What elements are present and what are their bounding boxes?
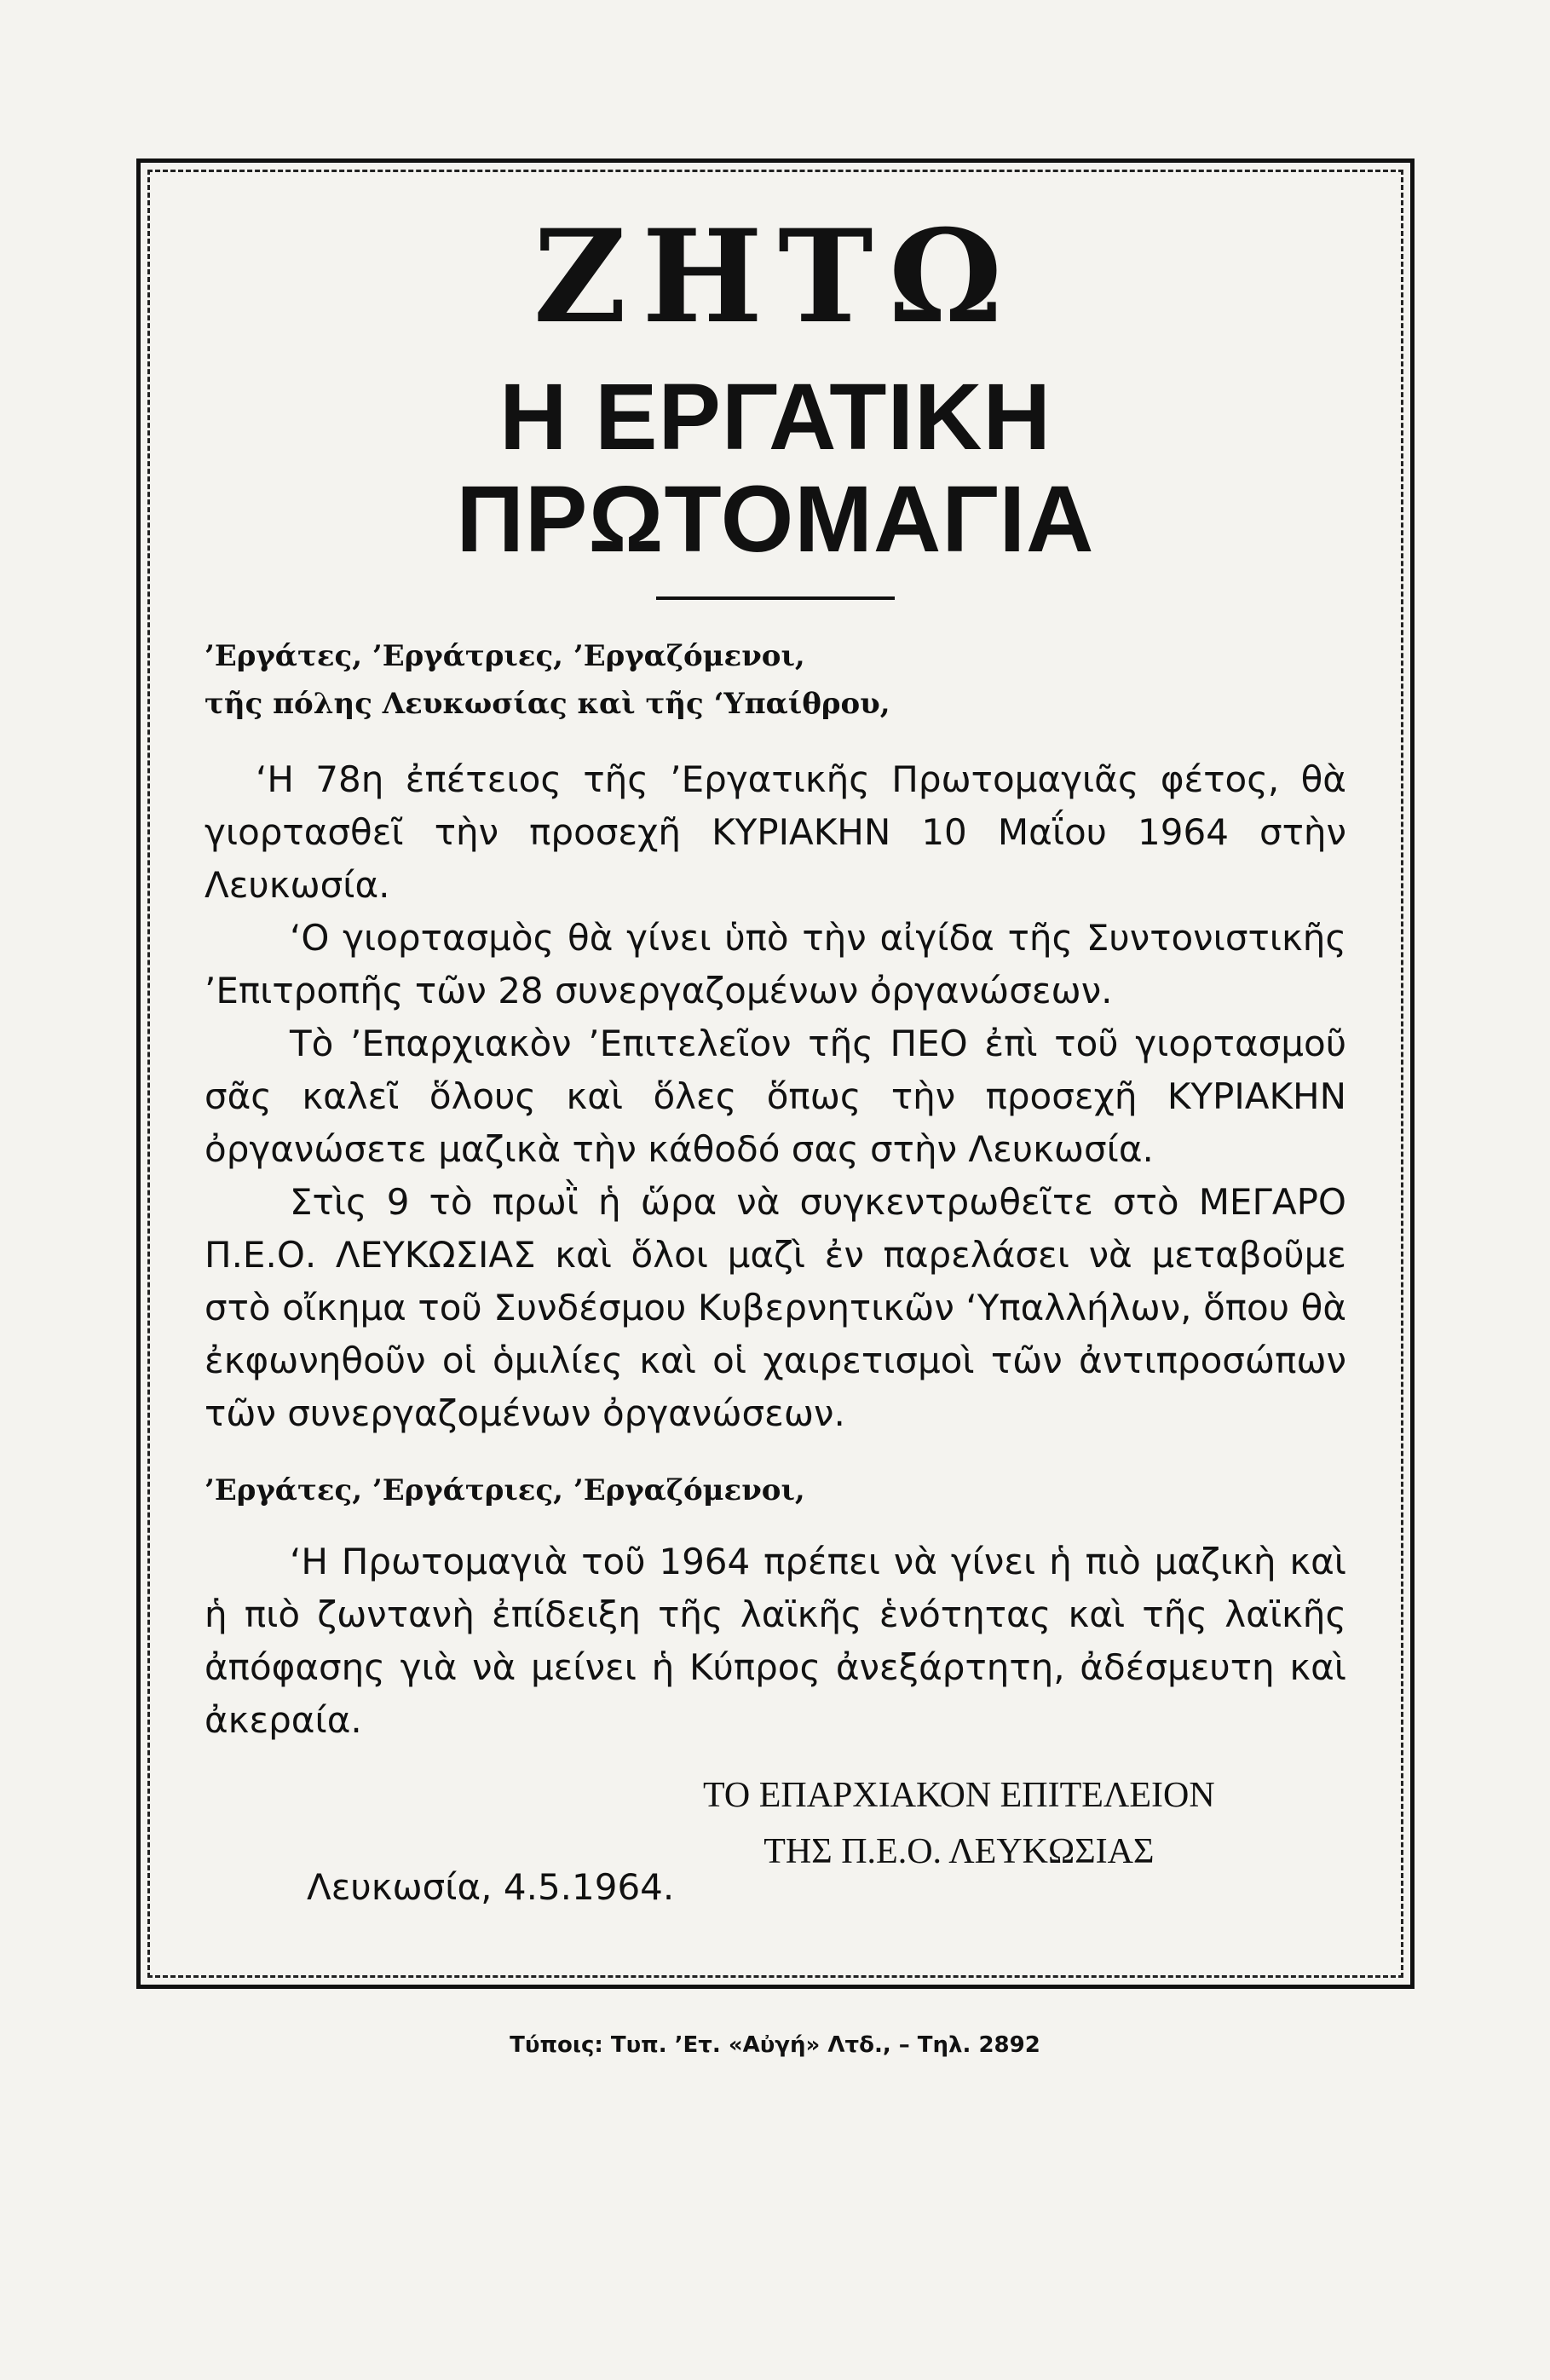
address-line-1: ’Εργάτες, ’Εργάτριες, ’Εργαζόμενοι, bbox=[205, 639, 805, 673]
leaflet-content bbox=[205, 202, 1346, 1938]
paragraph-2: ‘Ο γιορτασμὸς θὰ γίνει ὑπὸ τὴν αἰγίδα τῆς Συντονιστικῆς ’Επιτροπῆς τῶν 28 συνεργαζομένων ὀργανώσεων. bbox=[205, 917, 1346, 1011]
signature-line-1: ΤΟ ΕΠΑΡΧΙΑΚΟΝ ΕΠΙΤΕΛΕΙΟΝ bbox=[703, 1776, 1215, 1815]
address-line-2: τῆς πόλης Λευκωσίας καὶ τῆς ‘Υπαίθρου, bbox=[205, 687, 890, 721]
signature-area bbox=[205, 1767, 1346, 1938]
closing-paragraph: ‘Η Πρωτομαγιὰ τοῦ 1964 πρέπει νὰ γίνει ἡ πιὸ μαζικὴ καὶ ἡ πιὸ ζωντανὴ ἐπίδειξη τῆς λαϊκῆς ἑνότητας καὶ τῆς λαϊκῆς ἀπόφασης γιὰ νὰ μείνει ἡ Κύπρος ἀνεξάρτητη, ἀδέσμευτη καὶ ἀκεραία. bbox=[205, 1541, 1346, 1741]
address-block bbox=[205, 632, 1346, 728]
paragraph-4: Στὶς 9 τὸ πρωῒ ἡ ὥρα νὰ συγκεντρωθεῖτε στὸ ΜΕΓΑΡΟ Π.Ε.Ο. ΛΕΥΚΩΣΙΑΣ καὶ ὅλοι μαζὶ ἐν παρελάσει νὰ μεταβοῦμε στὸ οἴκημα τοῦ Συνδέσμου Κυβερνητικῶν ‘Υπαλλήλων, ὅπου θὰ ἐκφωνηθοῦν οἱ ὁμιλίες καὶ οἱ χαιρετισμοὶ τῶν ἀντιπροσώπων τῶν συνεργαζομένων ὀργανώσεων. bbox=[205, 1181, 1346, 1434]
paragraph-3: Τὸ ’Επαρχιακὸν ’Επιτελεῖον τῆς ΠΕΟ ἐπὶ τοῦ γιορτασμοῦ σᾶς καλεῖ ὅλους καὶ ὅλες ὅπως τὴν προσεχῆ ΚΥΡΙΑΚΗΝ ὀργανώσετε μαζικὰ τὴν κάθοδό σας στὴν Λευκωσία. bbox=[205, 1023, 1346, 1170]
signature-line-2: ΤΗΣ Π.Ε.Ο. ΛΕΥΚΩΣΙΑΣ bbox=[763, 1832, 1155, 1871]
subheadline: Η ΕΡΓΑΤΙΚΗ ΠΡΩΤΟΜΑΓΙΑ bbox=[456, 365, 1095, 572]
paragraph-1: ‘Η 78η ἐπέτειος τῆς ’Εργατικῆς Πρωτομαγιᾶς φέτος, θὰ γιορτασθεῖ τὴν προσεχῆ ΚΥΡΙΑΚΗΝ 10 Μαΐου 1964 στὴν Λευκωσία. bbox=[205, 758, 1346, 906]
headline: ΖΗΤΩ bbox=[533, 202, 1018, 352]
address-block-2: ’Εργάτες, ’Εργάτριες, ’Εργαζόμενοι, bbox=[205, 1473, 805, 1507]
divider-rule bbox=[656, 596, 895, 600]
signature bbox=[703, 1767, 1215, 1880]
printer-line: Τύποις: Τυπ. ’Ετ. «Αὐγή» Λτδ., – Τηλ. 2892 bbox=[510, 2032, 1040, 2058]
place-date: Λευκωσία, 4.5.1964. bbox=[307, 1866, 675, 1908]
